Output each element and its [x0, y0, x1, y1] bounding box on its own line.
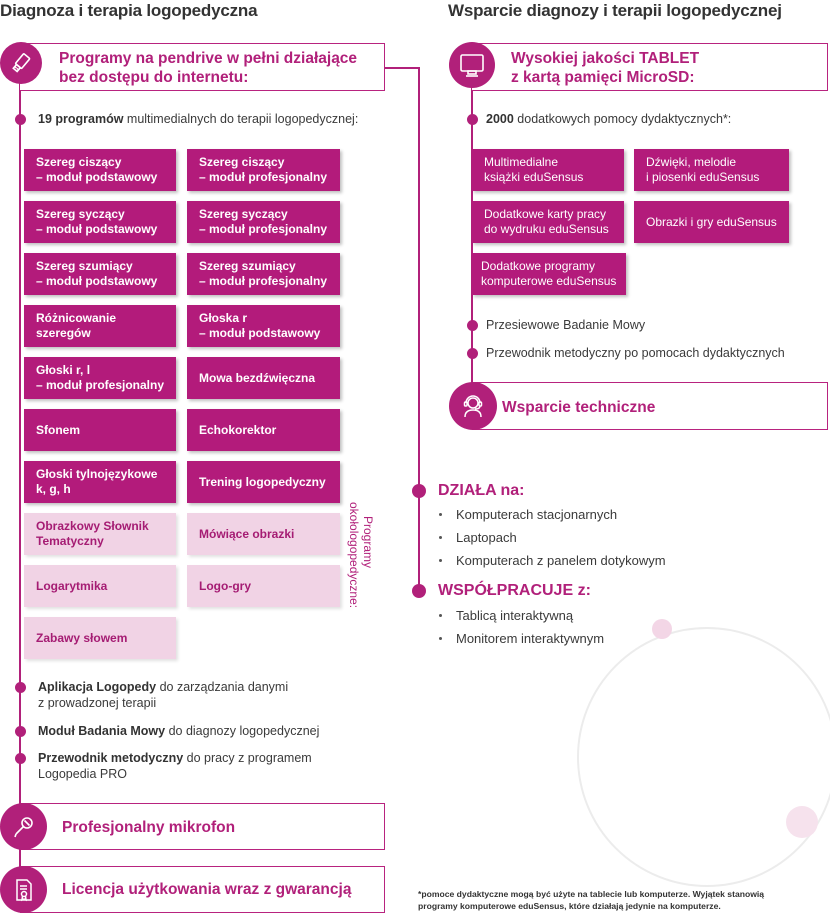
program-tile: Szereg szumiący – moduł profesjonalny — [187, 253, 340, 295]
tablet-header-line2: z kartą pamięci MicroSD: — [511, 69, 695, 86]
related-program-tile: Obrazkowy Słownik Tematyczny — [24, 513, 176, 555]
bullet — [15, 682, 26, 693]
tablet-header-line1: Wysokiej jakości TABLET — [511, 50, 700, 67]
program-tile: Echokorektor — [187, 409, 340, 451]
works-on-item: Laptopach — [456, 530, 517, 545]
works-on-title: DZIAŁA na: — [438, 482, 525, 499]
module-text: Moduł Badania Mowy do diagnozy logopedycznej — [38, 724, 320, 738]
certificate-icon — [0, 866, 47, 913]
program-tile: Głoski r, l – moduł profesjonalny — [24, 357, 176, 399]
related-program-tile: Mówiące obrazki — [187, 513, 340, 555]
app-text-line2: z prowadzonej terapii — [38, 696, 157, 710]
guide-text-line1: Przewodnik metodyczny do pracy z programem — [38, 751, 312, 765]
related-program-tile: Logarytmika — [24, 565, 176, 607]
aid-tile: Dźwięki, melodie i piosenki eduSensus — [634, 149, 789, 191]
aids-count-text: 2000 dodatkowych pomocy dydaktycznych*: — [486, 112, 732, 126]
decorative-dot — [652, 619, 672, 639]
bullet — [15, 114, 26, 125]
program-tile: Głoska r – moduł podstawowy — [187, 305, 340, 347]
program-tile: Sfonem — [24, 409, 176, 451]
support-label: Wsparcie techniczne — [502, 399, 656, 416]
license-label: Licencja użytkowania wraz z gwarancją — [62, 881, 352, 898]
works-on-item: Komputerach stacjonarnych — [456, 507, 617, 522]
cooperates-title: WSPÓŁPRACUJE z: — [438, 582, 591, 599]
side-label: Programy okołologopedyczne: — [347, 502, 375, 609]
pendrive-header-line1: Programy na pendrive w pełni działające — [59, 50, 358, 67]
related-program-tile: Logo-gry — [187, 565, 340, 607]
decorative-dot — [786, 806, 818, 838]
bullet — [15, 753, 26, 764]
footnote-line1: *pomoce dydaktyczne mogą być użyte na tablecie lub komputerze. Wyjątek stanowią — [418, 889, 765, 899]
programs-count-text: 19 programów multimedialnych do terapii logopedycznej: — [38, 112, 359, 126]
aid-tile: Obrazki i gry eduSensus — [634, 201, 789, 243]
left-vertical-line — [19, 80, 21, 885]
connector-horizontal — [383, 67, 420, 69]
cooperates-item: Tablicą interaktywną — [456, 608, 573, 623]
program-tile: Szereg syczący – moduł profesjonalny — [187, 201, 340, 243]
decorative-ring — [577, 627, 830, 887]
works-on-item: Komputerach z panelem dotykowym — [456, 553, 666, 568]
headset-support-icon — [449, 382, 497, 430]
aid-tile: Multimedialne książki eduSensus — [472, 149, 624, 191]
pendrive-header-line2: bez dostępu do internetu: — [59, 69, 249, 86]
bullet — [467, 114, 478, 125]
tablet-icon — [449, 42, 495, 88]
bullet — [412, 484, 426, 498]
methodical-guide-text: Przewodnik metodyczny po pomocach dydaktycznych — [486, 346, 785, 360]
program-tile: Szereg ciszący – moduł podstawowy — [24, 149, 176, 191]
aid-tile: Dodatkowe programy komputerowe eduSensus — [472, 253, 626, 295]
related-program-tile: Zabawy słowem — [24, 617, 176, 659]
bullet — [467, 348, 478, 359]
bullet — [467, 320, 478, 331]
left-section-title: Diagnoza i terapia logopedyczna — [0, 1, 258, 20]
bullet — [412, 584, 426, 598]
screening-text: Przesiewowe Badanie Mowy — [486, 318, 646, 332]
right-section-title: Wsparcie diagnozy i terapii logopedycznej — [448, 1, 782, 20]
program-tile: Różnicowanie szeregów — [24, 305, 176, 347]
program-tile: Szereg ciszący – moduł profesjonalny — [187, 149, 340, 191]
microphone-icon — [0, 803, 47, 850]
connector-vertical — [418, 67, 420, 591]
cooperates-item: Monitorem interaktywnym — [456, 631, 604, 646]
program-tile: Trening logopedyczny — [187, 461, 340, 503]
bullet — [15, 726, 26, 737]
usb-drive-icon — [0, 42, 42, 84]
app-text-line1: Aplikacja Logopedy do zarządzania danymi — [38, 680, 289, 694]
program-tile: Szereg syczący – moduł podstawowy — [24, 201, 176, 243]
program-tile: Głoski tylnojęzykowe k, g, h — [24, 461, 176, 503]
footnote-line2: programy komputerowe eduSensus, które działają jedynie na komputerze. — [418, 901, 721, 911]
aid-tile: Dodatkowe karty pracy do wydruku eduSensus — [472, 201, 624, 243]
microphone-label: Profesjonalny mikrofon — [62, 819, 236, 836]
program-tile: Mowa bezdźwięczna — [187, 357, 340, 399]
guide-text-line2: Logopedia PRO — [38, 767, 127, 781]
program-tile: Szereg szumiący – moduł podstawowy — [24, 253, 176, 295]
